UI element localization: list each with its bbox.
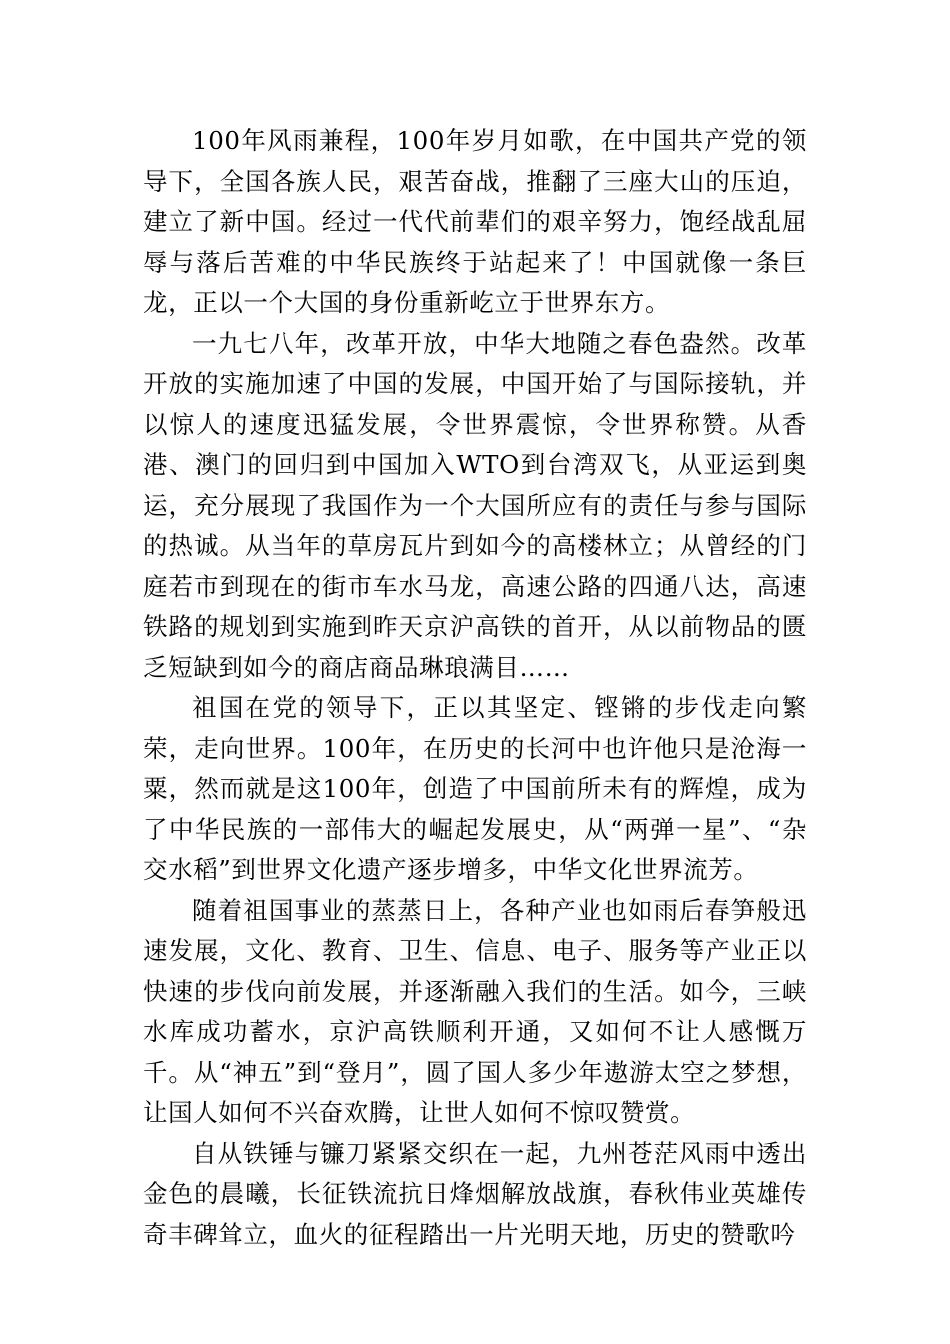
paragraph-5: 自从铁锤与镰刀紧紧交织在一起，九州苍茫风雨中透出金色的晨曦，长征铁流抗日烽烟解放战旗，春秋伟业英雄传奇丰碑耸立，血火的征程踏出一片光明天地，历史的赞歌吟	[143, 1138, 807, 1249]
paragraph-2: 一九七八年，改革开放，中华大地随之春色盎然。改革开放的实施加速了中国的发展，中国开始了与国际接轨，并以惊人的速度迅猛发展，令世界震惊，令世界称赞。从香港、澳门的回归到中国加入WTO到台湾双飞，从亚运到奥运，充分展现了我国作为一个大国所应有的责任与参与国际的热诚。从当年的草房瓦片到如今的高楼林立；从曾经的门庭若市到现在的街市车水马龙，高速公路的四通八达，高速铁路的规划到实施到昨天京沪高铁的首开，从以前物品的匮乏短缺到如今的商店商品琳琅满目……	[143, 328, 807, 682]
document-body	[143, 121, 807, 1255]
paragraph-1: 100年风雨兼程，100年岁月如歌，在中国共产党的领导下，全国各族人民，艰苦奋战，推翻了三座大山的压迫，建立了新中国。经过一代代前辈们的艰辛努力，饱经战乱屈辱与落后苦难的中华民族终于站起来了！中国就像一条巨龙，正以一个大国的身份重新屹立于世界东方。	[143, 126, 807, 317]
paragraph-3: 祖国在党的领导下，正以其坚定、铿锵的步伐走向繁荣，走向世界。100年，在历史的长河中也许他只是沧海一粟，然而就是这100年，创造了中国前所未有的辉煌，成为了中华民族的一部伟大的崛起发展史，从“两弹一星”、“杂交水稻”到世界文化遗产逐步增多，中华文化世界流芳。	[143, 693, 807, 884]
paragraph-4: 随着祖国事业的蒸蒸日上，各种产业也如雨后春笋般迅速发展，文化、教育、卫生、信息、电子、服务等产业正以快速的步伐向前发展，并逐渐融入我们的生活。如今，三峡水库成功蓄水，京沪高铁顺利开通，又如何不让人感慨万千。从“神五”到“登月”，圆了国人多少年遨游太空之梦想，让国人如何不兴奋欢腾，让世人如何不惊叹赞赏。	[143, 895, 807, 1127]
